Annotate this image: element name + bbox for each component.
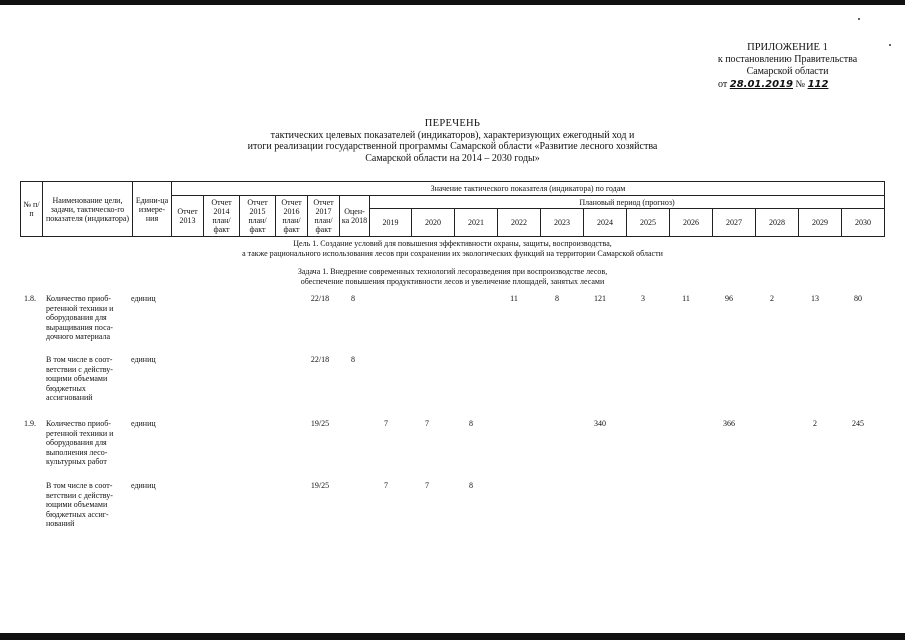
header-year: 2024 xyxy=(584,209,627,237)
indicators-table-header xyxy=(20,181,885,237)
estimate-2018-cell: 8 xyxy=(351,355,355,364)
title-line-1: тактических целевых показателей (индикаторов), характеризующих ежегодный ход и xyxy=(270,129,635,141)
unit-cell: единиц xyxy=(131,419,156,428)
title-main: ПЕРЕЧЕНЬ xyxy=(424,118,481,129)
value-2030-cell: 80 xyxy=(854,294,862,303)
scan-top-border xyxy=(0,0,905,5)
title-line-3: Самарской области на 2014 – 2030 годы» xyxy=(365,152,540,164)
value-2029-cell: 13 xyxy=(811,294,819,303)
header-unit: Едини-ца измере-ния xyxy=(133,182,172,237)
header-year: 2030 xyxy=(842,209,885,237)
header-year: 2021 xyxy=(455,209,498,237)
title-line-2: итоги реализации государственной программы Самарской области «Развитие лесного хозяйства xyxy=(247,141,658,152)
value-2023-cell: 8 xyxy=(555,294,559,303)
goal-1 xyxy=(180,239,725,259)
estimate-2018-cell: 8 xyxy=(351,294,355,303)
value-2027-cell: 366 xyxy=(723,419,735,428)
header-year: 2029 xyxy=(799,209,842,237)
document-title xyxy=(180,118,725,164)
value-2020-cell: 7 xyxy=(425,419,429,428)
header-name: Наименование цели, задачи, тактическо-го показателя (индикатора) xyxy=(43,182,133,237)
report-2017-cell: 19/25 xyxy=(310,481,330,490)
value-2029-cell: 2 xyxy=(813,419,817,428)
report-2017-cell: 22/18 xyxy=(310,294,330,303)
header-estimate-2018: Оцен-ка 2018 xyxy=(340,196,370,237)
appendix-line-2: Самарской области xyxy=(746,66,829,77)
header-num: № п/п xyxy=(21,182,43,237)
appendix-block xyxy=(700,42,875,91)
header-report-2014: Отчет 2014 план/ факт xyxy=(204,196,240,237)
row-number: 1.9. xyxy=(24,419,36,428)
header-year: 2028 xyxy=(756,209,799,237)
goal-line-2: а также рационального использования лесов при сохранении их экологических функций на территории Самарской области xyxy=(242,249,663,258)
handwritten-number: 112 xyxy=(807,79,829,90)
value-2030-cell: 245 xyxy=(852,419,864,428)
header-year: 2027 xyxy=(713,209,756,237)
header-report-2015: Отчет 2015 план/ факт xyxy=(240,196,276,237)
indicator-name: Количество приоб-ретенной техники и оборудования для выращивания поса-дочного материала xyxy=(46,294,114,341)
header-year: 2022 xyxy=(498,209,541,237)
handwritten-date: 28.01.2019 xyxy=(729,79,794,90)
value-2027-cell: 96 xyxy=(725,294,733,303)
value-2026-cell: 11 xyxy=(682,294,690,303)
goal-line-1: Цель 1. Создание условий для повышения эффективности охраны, защиты, воспроизводства, xyxy=(293,239,612,248)
scan-bottom-border xyxy=(0,633,905,640)
header-report-2013: Отчет 2013 xyxy=(172,196,204,237)
value-2022-cell: 11 xyxy=(510,294,518,303)
appendix-line-1: к постановлению Правительства xyxy=(717,54,858,65)
appendix-date-line xyxy=(700,79,875,91)
scan-speck xyxy=(889,44,891,46)
value-2021-cell: 8 xyxy=(469,481,473,490)
unit-cell: единиц xyxy=(131,481,156,490)
task-line-1: Задача 1. Внедрение современных технологий лесоразведения при воспроизводстве лесов, xyxy=(297,267,608,276)
value-2021-cell: 8 xyxy=(469,419,473,428)
value-2019-cell: 7 xyxy=(384,481,388,490)
header-planned-group: Плановый период (прогноз) xyxy=(370,196,885,209)
value-2020-cell: 7 xyxy=(425,481,429,490)
header-report-2016: Отчет 2016 план/ факт xyxy=(276,196,308,237)
header-year: 2023 xyxy=(541,209,584,237)
value-2024-cell: 121 xyxy=(594,294,606,303)
row-number: 1.8. xyxy=(24,294,36,303)
header-year: 2025 xyxy=(627,209,670,237)
value-2019-cell: 7 xyxy=(384,419,388,428)
value-2024-cell: 340 xyxy=(594,419,606,428)
report-2017-cell: 19/25 xyxy=(310,419,330,428)
value-2025-cell: 3 xyxy=(641,294,645,303)
header-values-group: Значение тактического показателя (индикатора) по годам xyxy=(172,182,885,196)
appendix-title: ПРИЛОЖЕНИЕ 1 xyxy=(747,42,828,53)
header-year: 2019 xyxy=(370,209,412,237)
date-prefix: от xyxy=(718,79,728,90)
number-prefix: № xyxy=(795,79,806,90)
header-year: 2026 xyxy=(670,209,713,237)
unit-cell: единиц xyxy=(131,355,156,364)
value-2028-cell: 2 xyxy=(770,294,774,303)
unit-cell: единиц xyxy=(131,294,156,303)
indicator-name: В том числе в соот-ветствии с действу-ющими объемами бюджетных ассигнований xyxy=(46,355,113,402)
indicator-name: Количество приоб-ретенной техники и оборудования для выполнения лесо-культурных работ xyxy=(46,419,114,466)
indicator-name: В том числе в соот-ветствии с действу-ющими объемами бюджетных ассиг-нований xyxy=(46,481,113,528)
scan-speck xyxy=(858,18,860,20)
report-2017-cell: 22/18 xyxy=(310,355,330,364)
header-report-2017: Отчет 2017 план/ факт xyxy=(308,196,340,237)
task-line-2: обеспечение повышения продуктивности лесов и увеличение площадей, занятых лесами xyxy=(300,277,605,286)
task-1 xyxy=(180,267,725,287)
header-year: 2020 xyxy=(412,209,455,237)
